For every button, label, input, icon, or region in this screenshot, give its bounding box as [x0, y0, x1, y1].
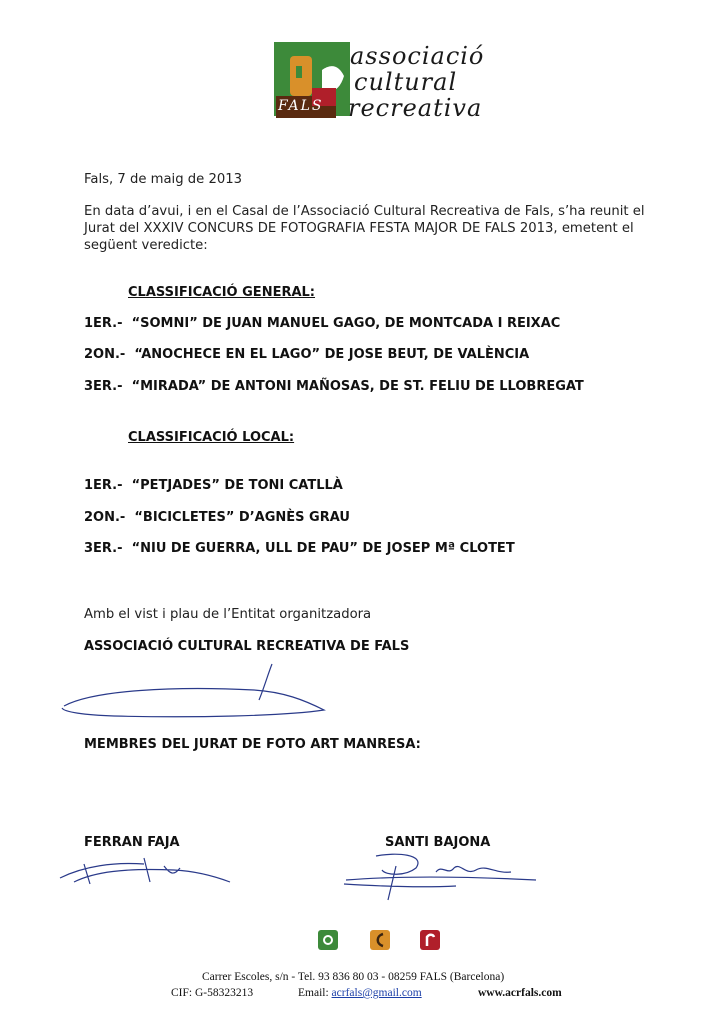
- general-prize-3: [84, 379, 584, 394]
- logo-line-associacio: associació: [350, 42, 485, 70]
- intro-line-2: Jurat del XXXIV CONCURS DE FOTOGRAFIA FESTA MAJOR DE FALS 2013, emetent el: [84, 221, 634, 236]
- local-classification-heading: CLASSIFICACIÓ LOCAL:: [128, 430, 295, 445]
- prize-text: “NIU DE GUERRA, ULL DE PAU” DE JOSEP Mª CLOTET: [131, 541, 515, 556]
- juror-name-2: SANTI BAJONA: [385, 835, 491, 850]
- prize-rank: 3ER.-: [84, 379, 123, 394]
- prize-text: “BICICLETES” D’AGNÈS GRAU: [134, 510, 350, 525]
- footer-email-label: Email:: [298, 987, 329, 999]
- prize-rank: 3ER.-: [84, 541, 123, 556]
- footer-email: [298, 987, 422, 999]
- general-prize-1: [84, 316, 560, 331]
- juror-1-signature-icon: [54, 852, 234, 892]
- prize-text: “SOMNI” DE JUAN MANUEL GAGO, DE MONTCADA I REIXAC: [131, 316, 561, 331]
- local-prize-2: [84, 510, 350, 525]
- prize-text: “PETJADES” DE TONI CATLLÀ: [131, 478, 343, 493]
- footer-email-link[interactable]: acrfals@gmail.com: [331, 987, 422, 999]
- prize-rank: 2ON.-: [84, 510, 126, 525]
- intro-line-3: següent veredicte:: [84, 238, 208, 253]
- prize-rank: 2ON.-: [84, 347, 126, 362]
- prize-rank: 1ER.-: [84, 478, 123, 493]
- logo-town: FALS: [278, 98, 324, 114]
- general-classification-heading: CLASSIFICACIÓ GENERAL:: [128, 285, 316, 300]
- juror-name-1: FERRAN FAJA: [84, 835, 180, 850]
- place-date: Fals, 7 de maig de 2013: [84, 172, 243, 187]
- logo-line-cultural: cultural: [354, 68, 458, 96]
- footer-address: Carrer Escoles, s/n - Tel. 93 836 80 03 - 08259 FALS (Barcelona): [202, 971, 505, 983]
- footer-website[interactable]: www.acrfals.com: [478, 987, 562, 999]
- local-prize-3: [84, 541, 515, 556]
- juror-2-signature-icon: [336, 846, 566, 902]
- mini-logo-green-icon: [318, 930, 338, 954]
- general-prize-2: [84, 347, 529, 362]
- local-prize-1: [84, 478, 343, 493]
- jury-heading: MEMBRES DEL JURAT DE FOTO ART MANRESA:: [84, 737, 421, 752]
- organizer-signature-icon: [54, 660, 344, 722]
- association-logo: [272, 40, 492, 122]
- prize-text: “ANOCHECE EN EL LAGO” DE JOSE BEUT, DE VALÈNCIA: [134, 347, 530, 362]
- mini-logo-orange-icon: [370, 930, 390, 954]
- organizer-name: ASSOCIACIÓ CULTURAL RECREATIVA DE FALS: [84, 639, 410, 654]
- logo-line-recreativa: recreativa: [348, 94, 483, 122]
- prize-rank: 1ER.-: [84, 316, 123, 331]
- approval-text: Amb el vist i plau de l’Entitat organitzadora: [84, 607, 372, 622]
- intro-line-1: En data d’avui, i en el Casal de l’Associació Cultural Recreativa de Fals, s’ha reunit el: [84, 204, 645, 219]
- footer-cif: CIF: G-58323213: [171, 987, 254, 999]
- intro-paragraph: [84, 203, 664, 254]
- mini-logo-red-icon: [420, 930, 440, 954]
- prize-text: “MIRADA” DE ANTONI MAÑOSAS, DE ST. FELIU DE LLOBREGAT: [131, 379, 584, 394]
